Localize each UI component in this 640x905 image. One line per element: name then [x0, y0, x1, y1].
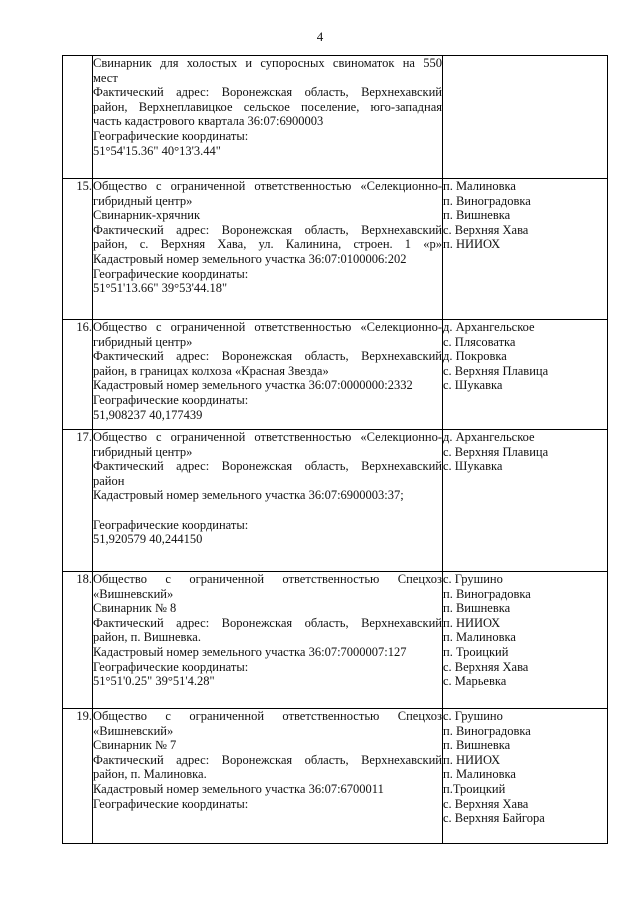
description-line: Кадастровый номер земельного участка 36:07:6700011 [93, 781, 384, 796]
settlements-list [443, 179, 608, 320]
description-line: 51,920579 40,244150 [93, 532, 203, 547]
settlements-list [443, 56, 608, 179]
description-line: Географические координаты: [93, 796, 249, 811]
description-line: гибридный центр» [93, 193, 193, 208]
description-line: Свинарник № 8 [93, 601, 177, 616]
settlement-item: п. Вишневка [443, 601, 511, 616]
facility-description [93, 320, 443, 430]
description-line: Общество с ограниченной ответственностью «Селекционно- [93, 179, 442, 193]
settlement-item: с. Шукавка [443, 378, 503, 393]
description-line: Свинарник-хрячник [93, 208, 201, 223]
settlements-list [443, 430, 608, 572]
settlement-item: с. Верхняя Плавица [443, 363, 549, 378]
row-number [63, 56, 93, 179]
settlement-item: с. Верхняя Плавица [443, 444, 549, 459]
description-line: Кадастровый номер земельного участка 36:07:0100006:202 [93, 251, 407, 266]
description-line: Общество с ограниченной ответственностью Спецхоз [93, 572, 442, 586]
settlement-item: п. Вишневка [443, 738, 511, 753]
table-row [63, 572, 608, 709]
description-line: Фактический адрес: Воронежская область, Верхнехавский [93, 349, 442, 364]
description-line: 51°51'0.25" 39°51'4.28" [93, 674, 215, 689]
facility-description [93, 56, 443, 179]
description-line: Фактический адрес: Воронежская область, Верхнехавский [93, 85, 442, 100]
settlement-item: д. Архангельское [443, 430, 535, 444]
description-line: мест [93, 70, 118, 85]
row-number: 18. [63, 572, 93, 709]
settlement-item: п. Малиновка [443, 179, 516, 193]
settlement-item: п. Троицкий [443, 644, 509, 659]
description-line: район, с. Верхняя Хава, ул. Калинина, строен. 1 «р» [93, 237, 442, 252]
settlement-item: с. Верхняя Хава [443, 659, 529, 674]
settlement-item: с. Марьевка [443, 674, 507, 689]
settlement-item: д. Архангельское [443, 320, 535, 334]
description-line: район, Верхнеплавицкое сельское поселение, юго-западная [93, 99, 442, 114]
settlement-item: с. Грушино [443, 572, 503, 586]
description-line: Географические координаты: [93, 517, 249, 532]
facilities-table-body [63, 56, 608, 844]
row-number: 19. [63, 709, 93, 844]
description-line: Свинарник № 7 [93, 738, 177, 753]
description-line: Общество с ограниченной ответственностью «Селекционно- [93, 430, 442, 444]
settlement-item: п. Виноградовка [443, 193, 531, 208]
table-row [63, 430, 608, 572]
settlement-item: с. Верхняя Байгора [443, 811, 545, 826]
table-row [63, 56, 608, 179]
settlement-item: п. Малиновка [443, 630, 516, 645]
settlement-item: п.Троицкий [443, 781, 506, 796]
settlement-item: с. Верхняя Хава [443, 222, 529, 237]
settlement-item: п. Вишневка [443, 208, 511, 223]
description-line: Кадастровый номер земельного участка 36:07:7000007:127 [93, 644, 407, 659]
description-line: 51°54'15.36" 40°13'3.44" [93, 143, 221, 158]
description-line: Кадастровый номер земельного участка 36:07:6900003:37; [93, 488, 404, 503]
facility-description [93, 709, 443, 844]
description-line: Географические координаты: [93, 128, 249, 143]
description-line: район, в границах колхоза «Красная Звезда» [93, 363, 329, 378]
description-line: часть кадастрового квартала 36:07:6900003 [93, 114, 324, 129]
settlement-item: п. НИИОХ [443, 752, 501, 767]
row-number: 15. [63, 179, 93, 320]
settlement-item: с. Шукавка [443, 459, 503, 474]
facility-description [93, 572, 443, 709]
table-row [63, 179, 608, 320]
settlement-item: с. Верхняя Хава [443, 796, 529, 811]
description-line: Общество с ограниченной ответственностью Спецхоз [93, 709, 442, 723]
description-line: район, п. Вишневка. [93, 630, 201, 645]
settlements-list [443, 709, 608, 844]
settlements-list [443, 320, 608, 430]
description-line: гибридный центр» [93, 334, 193, 349]
facilities-table [62, 55, 608, 844]
description-line: 51°51'13.66" 39°53'44.18" [93, 281, 228, 296]
description-line [93, 503, 442, 518]
description-line: Фактический адрес: Воронежская область, Верхнехавский [93, 222, 442, 237]
description-line: Географические координаты: [93, 392, 249, 407]
settlement-item: п. Виноградовка [443, 586, 531, 601]
row-number: 16. [63, 320, 93, 430]
description-line: «Вишневский» [93, 723, 174, 738]
table-row [63, 320, 608, 430]
facility-description [93, 179, 443, 320]
row-number: 17. [63, 430, 93, 572]
table-row [63, 709, 608, 844]
description-line: «Вишневский» [93, 586, 174, 601]
description-line: Общество с ограниченной ответственностью «Селекционно- [93, 320, 442, 334]
settlement-item: п. Виноградовка [443, 723, 531, 738]
description-line: Фактический адрес: Воронежская область, Верхнехавский [93, 459, 442, 474]
description-line: Свинарник для холостых и супоросных свиноматок на 550 [93, 56, 442, 70]
settlement-item: с. Плясоватка [443, 334, 516, 349]
settlement-item: п. Малиновка [443, 767, 516, 782]
description-line: гибридный центр» [93, 444, 193, 459]
settlements-list [443, 572, 608, 709]
description-line: 51,908237 40,177439 [93, 407, 203, 422]
description-line: Кадастровый номер земельного участка 36:07:0000000:2332 [93, 378, 413, 393]
description-line: Фактический адрес: Воронежская область, Верхнехавский [93, 752, 442, 767]
description-line: Географические координаты: [93, 659, 249, 674]
settlement-item: п. НИИОХ [443, 615, 501, 630]
page-number: 4 [316, 29, 324, 44]
description-line: район [93, 473, 125, 488]
settlement-item: д. Покровка [443, 349, 507, 364]
facility-description [93, 430, 443, 572]
settlement-item: с. Грушино [443, 709, 503, 723]
description-line: Фактический адрес: Воронежская область, Верхнехавский [93, 615, 442, 630]
description-line: Географические координаты: [93, 266, 249, 281]
settlement-item: п. НИИОХ [443, 237, 501, 252]
description-line: район, п. Малиновка. [93, 767, 207, 782]
